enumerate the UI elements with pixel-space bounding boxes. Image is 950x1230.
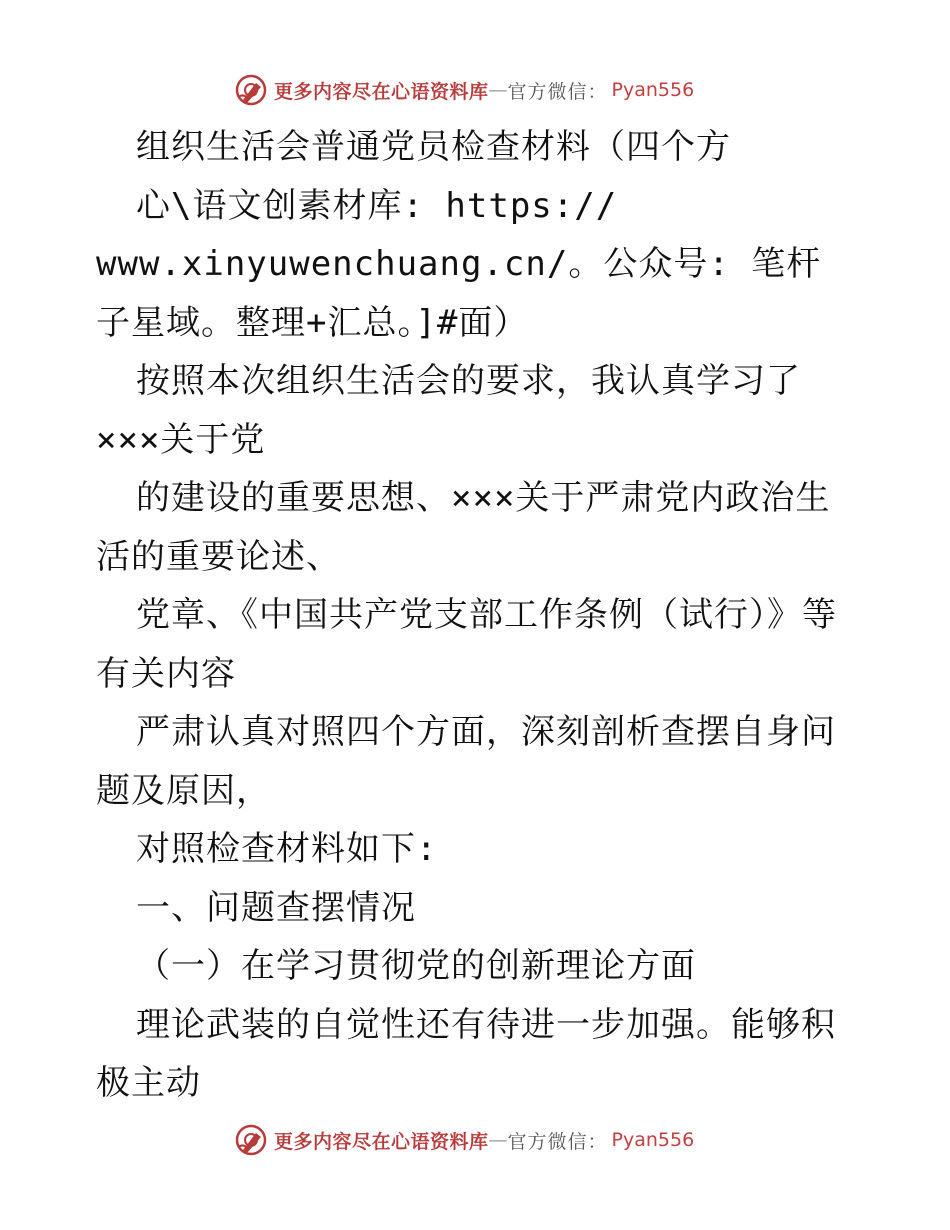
- promo-text: 更多内容尽在心语资料库: [274, 1130, 489, 1153]
- paragraph: 心\语文创素材库: https://: [136, 185, 618, 226]
- paragraph: 按照本次组织生活会的要求，我认真学习了: [136, 361, 801, 401]
- promo-text: 更多内容尽在心语资料库: [274, 80, 489, 103]
- header-watermark-banner: [234, 72, 714, 108]
- pen-nib-icon: [234, 1123, 268, 1157]
- paragraph: 严肃认真对照四个方面，深刻剖析查摆自身问题及原因，: [96, 712, 836, 811]
- wechat-label: 官方微信：: [507, 1130, 608, 1153]
- wechat-id: Pyan556: [611, 79, 695, 101]
- wechat-label: 官方微信：: [507, 80, 608, 103]
- pen-nib-icon: [234, 73, 268, 107]
- banner-separator: —: [488, 1129, 508, 1151]
- paragraph: 对照检查材料如下:: [136, 829, 438, 869]
- paragraph: ×××关于党: [96, 419, 266, 460]
- footer-watermark-banner: [234, 1122, 714, 1158]
- paragraph: 理论武装的自觉性还有待进一步加强。能够积极主动: [96, 1004, 836, 1103]
- document-body: [96, 118, 856, 1113]
- paragraph: www.xinyuwenchuang.cn/。公众号: 笔杆子星域。整理+汇总。]#面）: [96, 244, 822, 343]
- paragraph: 党章、《中国共产党支部工作条例（试行）》等有关内容: [96, 595, 837, 694]
- subsection-heading: （一）在学习贯彻党的创新理论方面: [136, 946, 696, 986]
- section-heading: 一、问题查摆情况: [136, 887, 416, 928]
- wechat-id: Pyan556: [611, 1129, 695, 1151]
- banner-separator: —: [488, 79, 508, 101]
- paragraph: 的建设的重要思想、×××关于严肃党内政治生活的重要论述、: [96, 478, 831, 577]
- document-title: 组织生活会普通党员检查材料（四个方: [136, 127, 731, 167]
